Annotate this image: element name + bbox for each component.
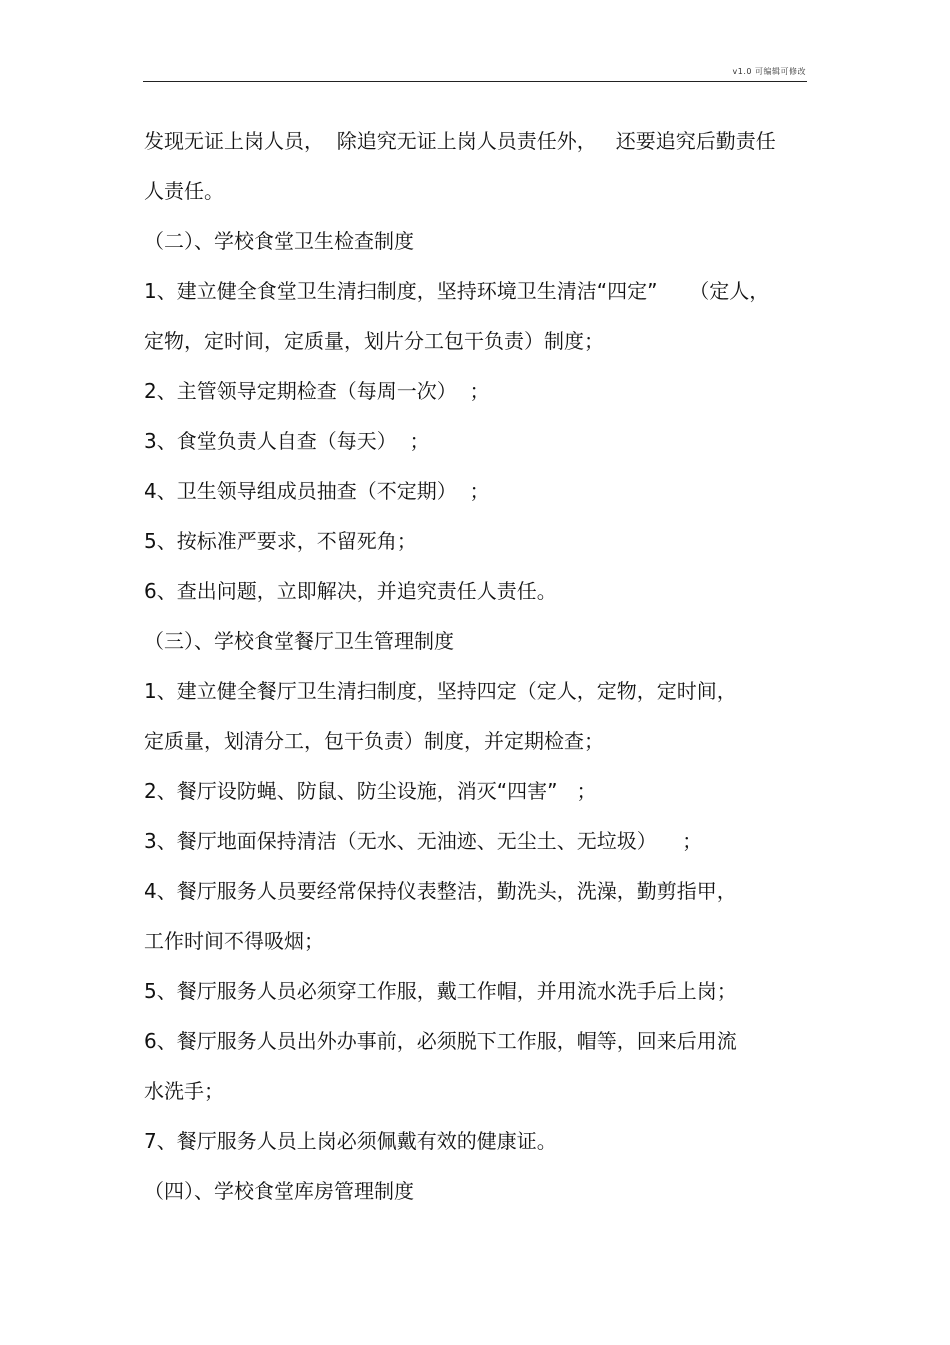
- header-version-note: v1.0 可编辑可修改: [732, 67, 806, 76]
- body-line-2: 人责任。: [144, 179, 224, 203]
- section-heading-3: （三）、学校食堂餐厅卫生管理制度: [144, 629, 454, 653]
- body-line-17: 工作时间不得吸烟；: [144, 929, 324, 953]
- body-line-14: 2、餐厅设防蝇、防鼠、防尘设施，消灭“四害” ；: [144, 779, 597, 803]
- body-line-15: 3、餐厅地面保持清洁（无水、无油迹、无尘土、无垃圾） ；: [144, 829, 703, 853]
- body-line-13: 定质量，划清分工，包干负责）制度，并定期检查；: [144, 729, 604, 753]
- body-line-21: 7、餐厅服务人员上岗必须佩戴有效的健康证。: [144, 1129, 557, 1153]
- body-line-20: 水洗手；: [144, 1079, 224, 1103]
- body-line-5: 定物，定时间，定质量，划片分工包干负责）制度；: [144, 329, 604, 353]
- body-line-19: 6、餐厅服务人员出外办事前，必须脱下工作服，帽等，回来后用流: [144, 1029, 737, 1053]
- body-line-1: 发现无证上岗人员， 除追究无证上岗人员责任外， 还要追究后勤责任: [144, 129, 776, 153]
- body-line-18: 5、餐厅服务人员必须穿工作服，戴工作帽，并用流水洗手后上岗；: [144, 979, 737, 1003]
- body-line-6: 2、主管领导定期检查（每周一次） ；: [144, 379, 490, 403]
- body-line-9: 5、按标准严要求，不留死角；: [144, 529, 417, 553]
- section-heading-4: （四）、学校食堂库房管理制度: [144, 1179, 414, 1203]
- body-line-10: 6、查出问题，立即解决，并追究责任人责任。: [144, 579, 557, 603]
- body-line-7: 3、食堂负责人自查（每天） ；: [144, 429, 430, 453]
- section-heading-2: （二）、学校食堂卫生检查制度: [144, 229, 414, 253]
- body-line-16: 4、餐厅服务人员要经常保持仪表整洁，勤洗头，洗澡，勤剪指甲，: [144, 879, 737, 903]
- body-line-4: 1、建立健全食堂卫生清扫制度，坚持环境卫生清洁“四定” （定人，: [144, 279, 770, 303]
- body-line-8: 4、卫生领导组成员抽查（不定期） ；: [144, 479, 490, 503]
- body-line-12: 1、建立健全餐厅卫生清扫制度，坚持四定（定人，定物，定时间，: [144, 679, 737, 703]
- header-divider: [143, 81, 807, 82]
- document-body: [144, 116, 808, 1216]
